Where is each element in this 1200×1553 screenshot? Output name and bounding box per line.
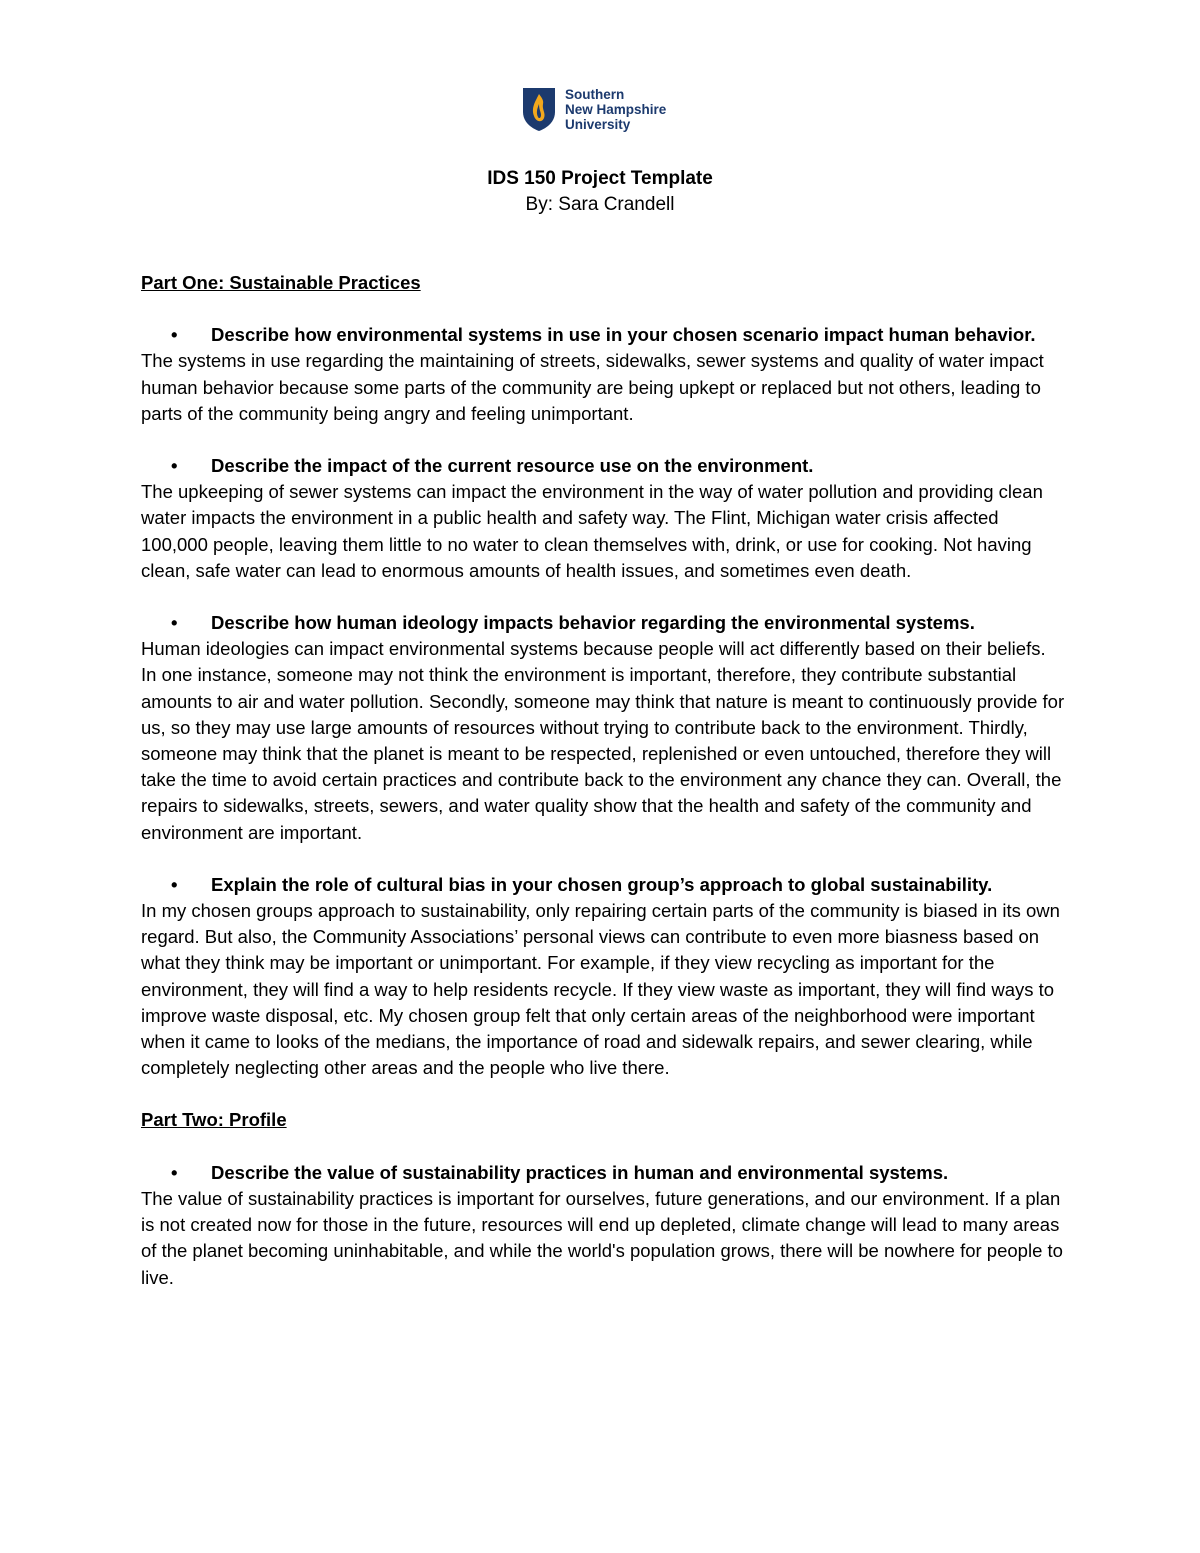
logo-line-2: New Hampshire <box>565 101 667 117</box>
question <box>141 610 1066 636</box>
answer-text: Human ideologies can impact environmental systems because people will act differently based on their beliefs. In one instance, someone may not think the environment is important, therefore, they contribute substantial amounts to air and water pollution. Secondly, someone may think that nature is meant to continuously provide for us, so they may use large amounts of resources without trying to contribute back to the environment. Thirdly, someone may think that the planet is meant to be respected, replenished or even untouched, therefore they will take the time to avoid certain practices and contribute back to the environment any chance they can. Overall, the repairs to sidewalks, streets, sewers, and water quality show that the health and safety of the community and environment are important. <box>141 638 1065 843</box>
question-text: Describe how environmental systems in use in your chosen scenario impact human behavior. <box>211 324 1036 346</box>
document-body <box>141 270 1066 1317</box>
bullet-icon: • <box>171 324 178 346</box>
bullet-icon: • <box>171 1161 178 1183</box>
bullet-icon: • <box>171 455 178 477</box>
university-name <box>565 87 666 132</box>
author-byline: By: Sara Crandell <box>525 194 675 215</box>
logo-line-3: University <box>565 116 631 132</box>
question <box>141 322 1066 348</box>
answer-text: The upkeeping of sewer systems can impact the environment in the way of water pollution and providing clean water impacts the environment in a public health and safety way. The Flint, Michigan water crisis affected 100,000 people, leaving them little to no water to clean themselves with, drink, or use for cooking. Not having clean, safe water can lead to enormous amounts of health issues, and sometimes even death. <box>141 481 1043 581</box>
document-title: IDS 150 Project Template <box>487 168 713 189</box>
university-logo <box>521 85 691 133</box>
question-text: Explain the role of cultural bias in your chosen group’s approach to global sustainability. <box>211 873 993 895</box>
question <box>141 1160 1066 1186</box>
question <box>141 453 1066 479</box>
answer-text: In my chosen groups approach to sustainability, only repairing certain parts of the community is biased in its own regard. But also, the Community Associations’ personal views can contribute to even more biasness based on what they think may be important or unimportant. For example, if they view recycling as important for the environment, they will find a way to help residents recycle. If they view waste as important, they will find ways to improve waste disposal, etc. My chosen group felt that only certain areas of the neighborhood were important when it came to looks of the medians, the importance of road and sidewalk repairs, and sewer clearing, while completely neglecting other areas and the people who live there. <box>141 900 1060 1079</box>
question <box>141 872 1066 898</box>
flame-shield-icon <box>521 86 557 132</box>
bullet-icon: • <box>171 873 178 895</box>
question-text: Describe the value of sustainability practices in human and environmental systems. <box>211 1161 949 1183</box>
question-text: Describe the impact of the current resource use on the environment. <box>211 455 814 477</box>
part-two-heading: Part Two: Profile <box>141 1109 287 1131</box>
question-block <box>141 322 1066 427</box>
answer-text: The value of sustainability practices is important for ourselves, future generations, and our environment. If a plan is not created now for those in the future, resources will end up depleted, climate change will lead to many areas of the planet becoming uninhabitable, and while the world's population grows, there will be nowhere for people to live. <box>141 1187 1063 1288</box>
logo-line-1: Southern <box>565 86 625 102</box>
question-block <box>141 872 1066 1082</box>
part-one-heading: Part One: Sustainable Practices <box>141 272 421 293</box>
bullet-icon: • <box>171 612 178 634</box>
question-block <box>141 453 1066 584</box>
question-text: Describe how human ideology impacts behavior regarding the environmental systems. <box>211 612 975 634</box>
answer-text: The systems in use regarding the maintaining of streets, sidewalks, sewer systems and quality of water impact human behavior because some parts of the community are being upkept or replaced but not others, leading to parts of the community being angry and feeling unimportant. <box>141 350 1044 424</box>
question-block <box>141 1160 1066 1291</box>
question-block <box>141 610 1066 846</box>
